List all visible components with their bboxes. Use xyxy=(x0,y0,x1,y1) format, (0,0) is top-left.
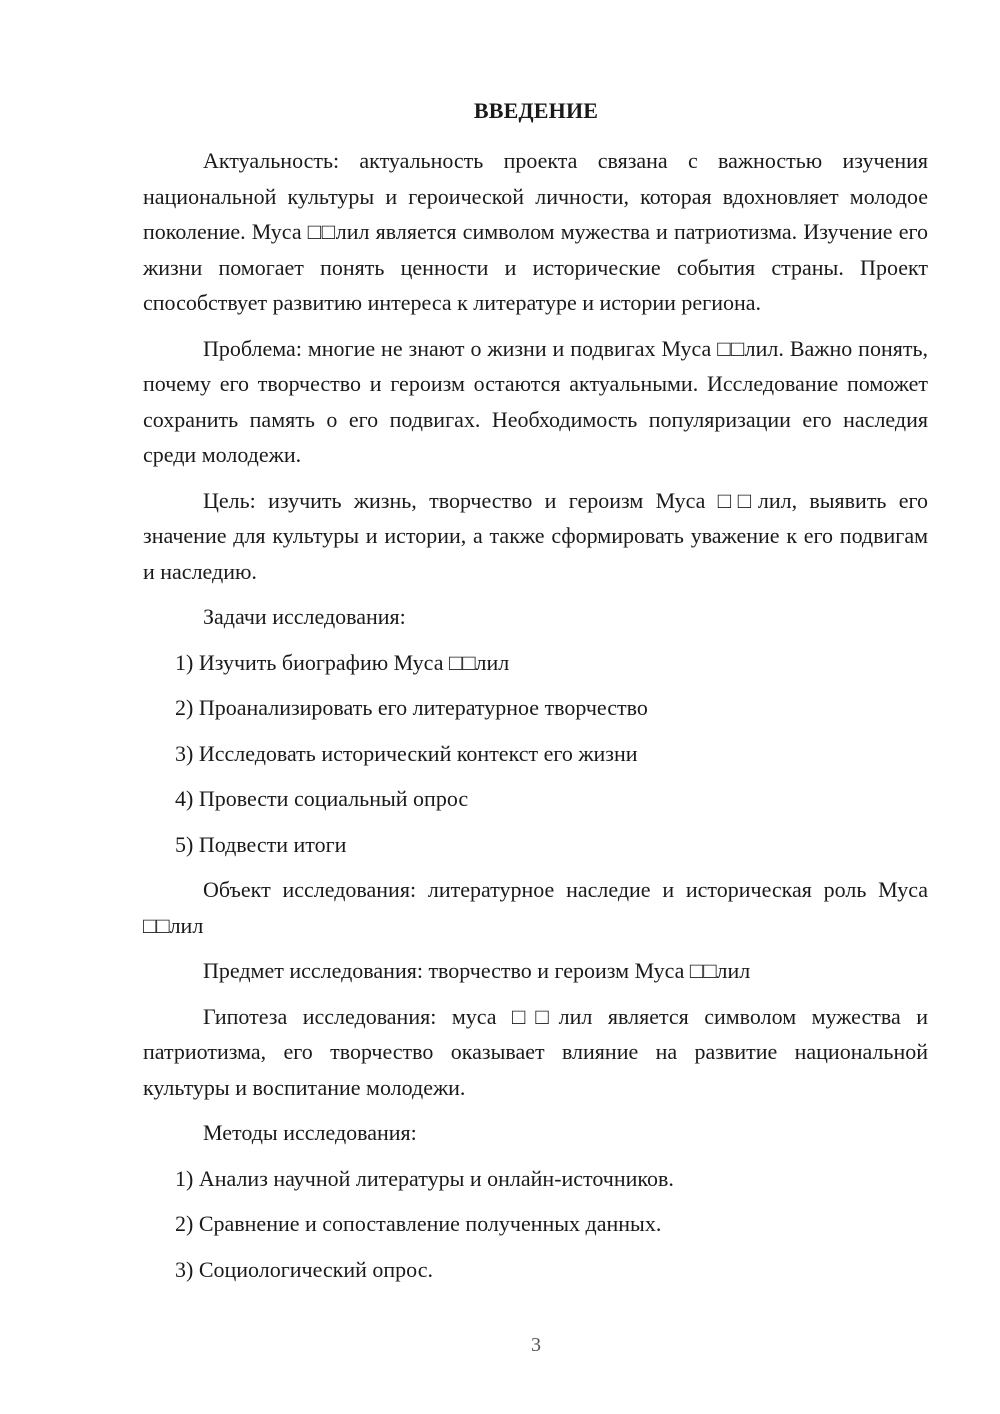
method-item-2: 2) Сравнение и сопоставление полученных данных. xyxy=(175,1211,662,1236)
problem-paragraph: Проблема: многие не знают о жизни и подвигах Муса □□лил. Важно понять, почему его творчество и героизм остаются актуальными. Исследование поможет сохранить память о его подвигах. Необходимость популяризации его наследия среди молодежи. xyxy=(143,335,928,467)
methods-heading: Методы исследования: xyxy=(203,1120,417,1145)
document-body xyxy=(143,143,928,1297)
tasks-heading: Задачи исследования: xyxy=(203,604,406,629)
task-item-5: 5) Подвести итоги xyxy=(175,831,347,857)
task-item-1: 1) Изучить биографию Муса □□лил xyxy=(175,649,510,675)
task-item-2: 2) Проанализировать его литературное творчество xyxy=(175,695,648,720)
page-title: ВВЕДЕНИЕ xyxy=(473,98,599,123)
relevance-paragraph: Актуальность: актуальность проекта связана с важностью изучения национальной культуры и героической личности, которая вдохновляет молодое поколение. Муса □□лил является символом мужества и патриотизма. Изучение его жизни помогает понять ценности и исторические события страны. Проект способствует развитию интереса к литературе и истории региона. xyxy=(143,148,928,315)
method-item-1: 1) Анализ научной литературы и онлайн-источников. xyxy=(175,1165,674,1191)
task-item-4: 4) Провести социальный опрос xyxy=(175,786,469,811)
method-item-3: 3) Социологический опрос. xyxy=(175,1256,433,1282)
task-item-3: 3) Исследовать исторический контекст его жизни xyxy=(175,740,638,766)
hypothesis-paragraph: Гипотеза исследования: муса □□лил является символом мужества и патриотизма, его творчество оказывает влияние на развитие национальной культуры и воспитание молодежи. xyxy=(143,1003,928,1100)
goal-paragraph: Цель: изучить жизнь, творчество и героизм Муса □□лил, выявить его значение для культуры и истории, а также сформировать уважение к его подвигам и наследию. xyxy=(143,487,928,584)
subject-paragraph: Предмет исследования: творчество и героизм Муса □□лил xyxy=(203,958,751,983)
object-paragraph: Объект исследования: литературное наследие и историческая роль Муса □□лил xyxy=(143,877,928,938)
page-number: 3 xyxy=(531,1334,541,1356)
